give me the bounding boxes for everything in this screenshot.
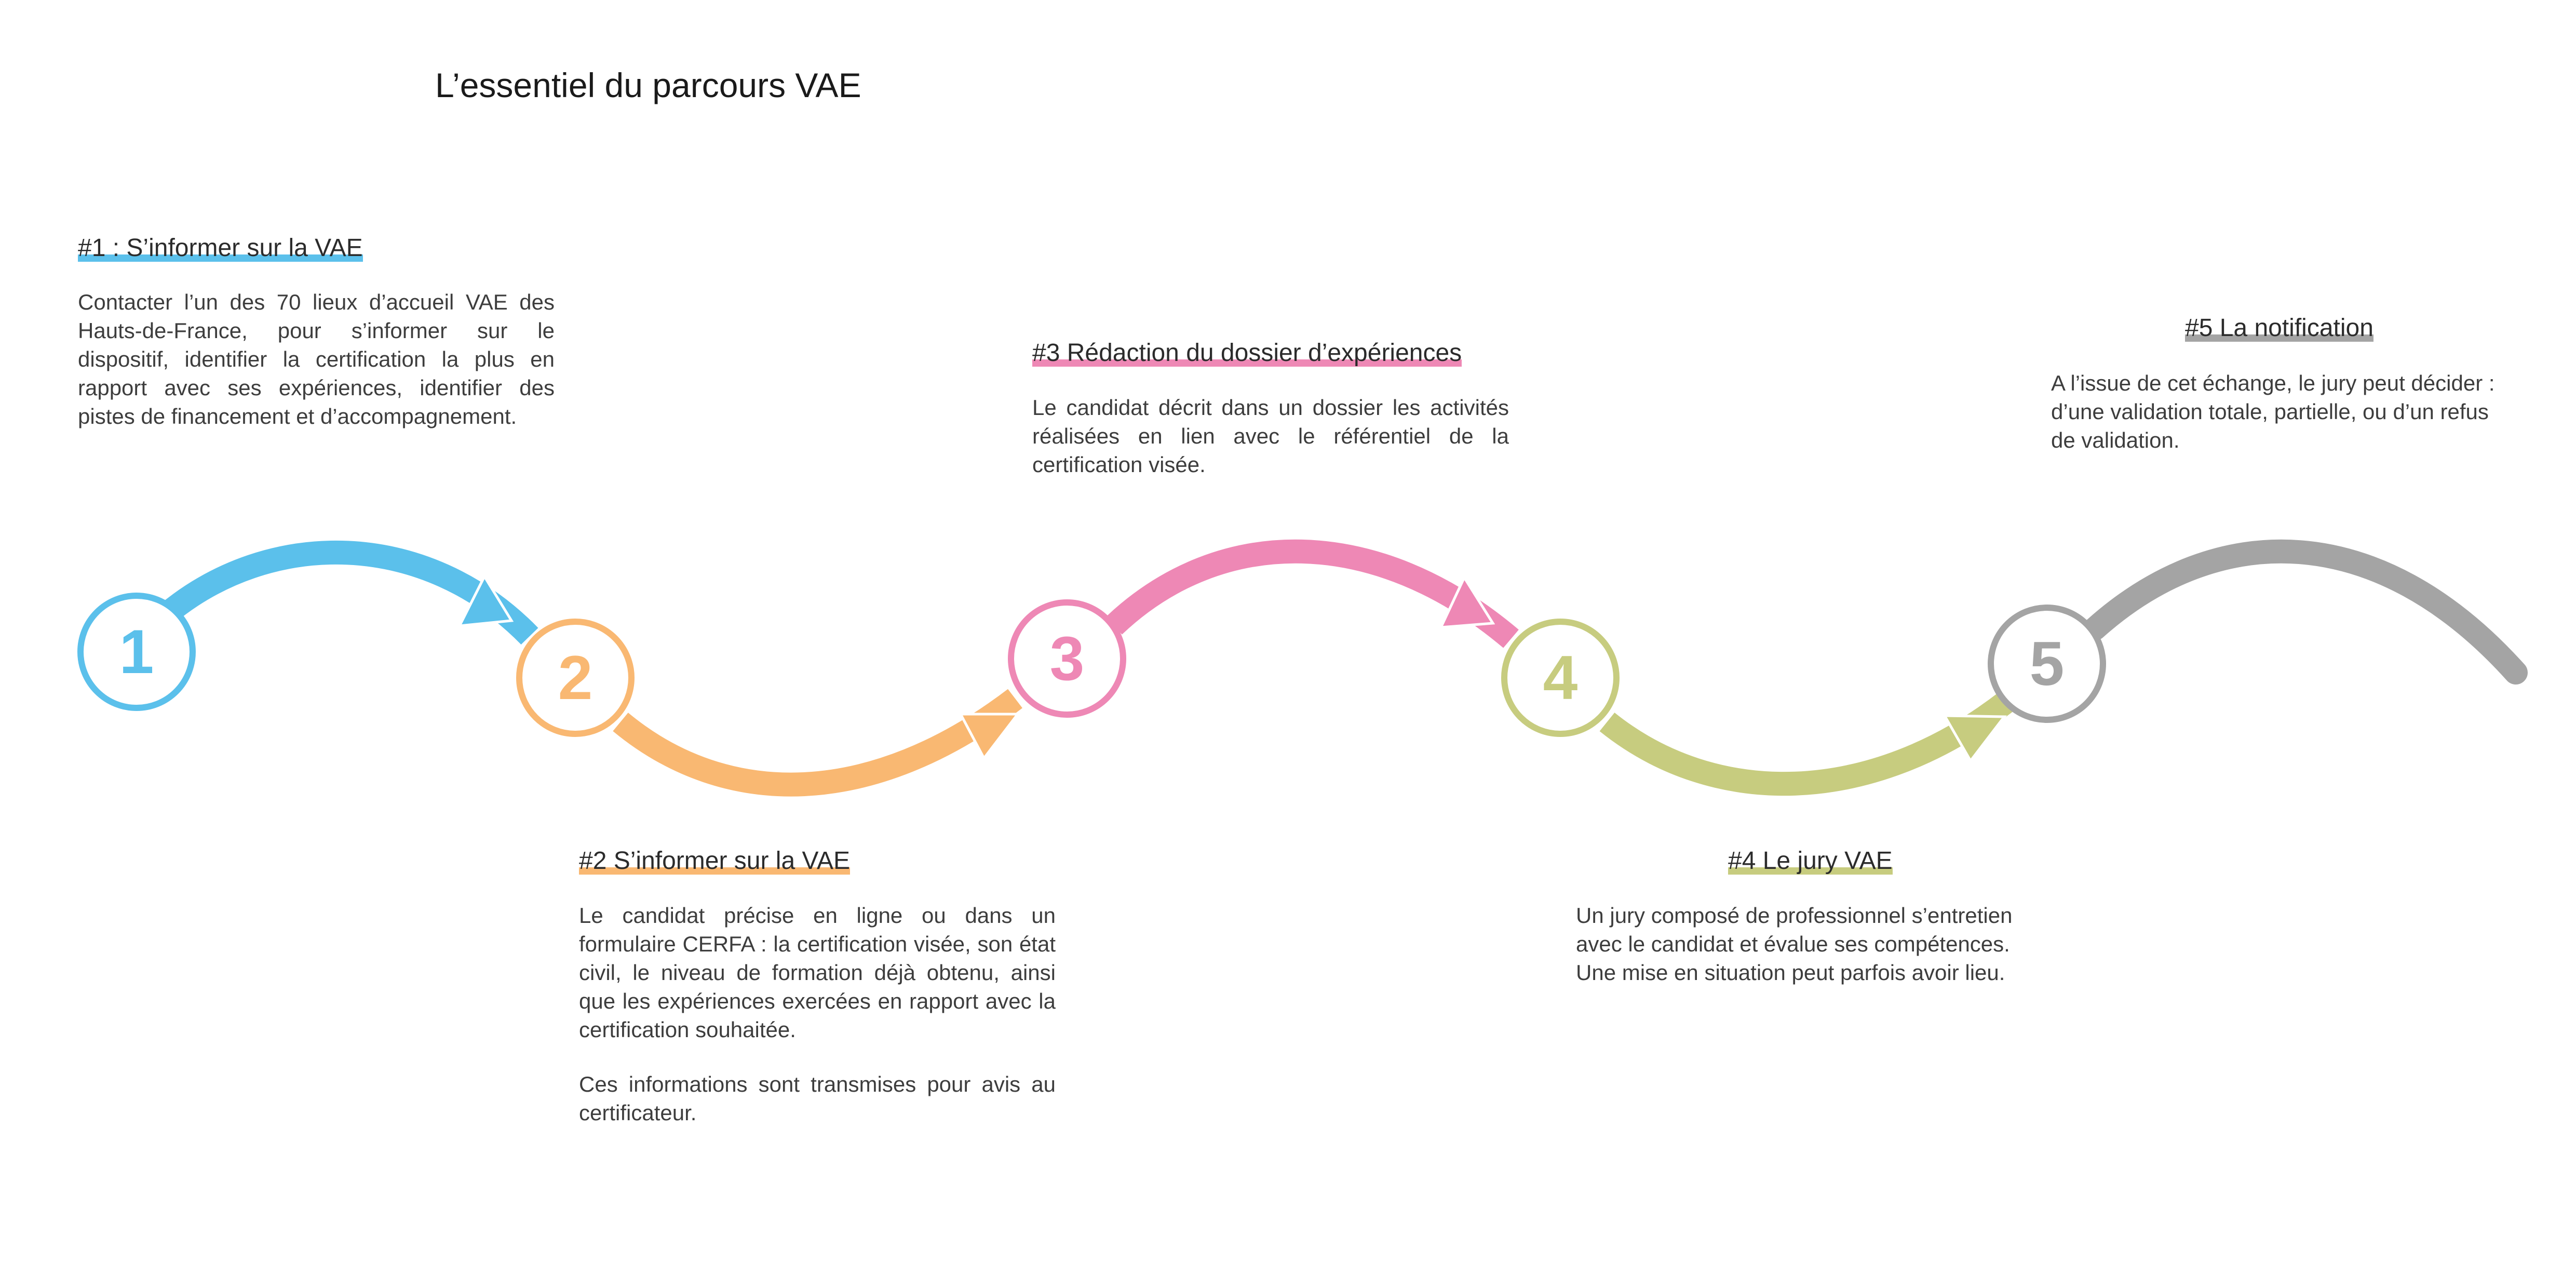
step-1-paragraph: Contacter l’un des 70 lieux d’accueil VAE des Hauts-de-France, pour s’informer sur le dispositif, identifier la certification la plus en rapport avec ses expériences, identifier des pistes de financement et d’accompagnement.	[78, 290, 555, 428]
step-number-3: 3	[1049, 624, 1085, 693]
step-4-title	[1728, 846, 1893, 877]
page-title: L’essentiel du parcours VAE	[435, 66, 861, 104]
step-4-description	[1576, 901, 2033, 987]
step-5-paragraph: A l’issue de cet échange, le jury peut décider : d’une validation totale, partielle, ou d’un refus de validation.	[2051, 371, 2495, 452]
final-arc-5	[2095, 552, 2516, 673]
step-2-description	[579, 901, 1056, 1127]
step-circle-3	[1011, 602, 1123, 715]
step-5-title	[2185, 313, 2373, 344]
step-3-title-text: #3 Rédaction du dossier d’expériences	[1032, 338, 1462, 369]
step-5-title-text: #5 La notification	[2185, 313, 2373, 344]
step-2-paragraph-2: Ces informations sont transmises pour avis au certificateur.	[579, 1072, 1056, 1125]
step-number-1: 1	[119, 617, 154, 687]
step-3-title	[1032, 338, 1462, 369]
step-circle-4	[1504, 622, 1616, 734]
step-4-paragraph: Un jury composé de professionnel s’entretien avec le candidat et évalue ses compétences. Une mise en situation peut parfois avoir lieu.	[1576, 903, 2013, 985]
step-2-paragraph-1: Le candidat précise en ligne ou dans un formulaire CERFA : la certification visée, son état civil, le niveau de formation déjà obtenu, ainsi que les expériences exercées en rapport avec la certification souhaitée.	[579, 903, 1056, 1042]
step-2-title	[579, 846, 850, 877]
step-4-title-text: #4 Le jury VAE	[1728, 846, 1893, 877]
step-1-title-text: #1 : S’informer sur la VAE	[78, 233, 363, 264]
step-number-5: 5	[2029, 629, 2065, 699]
step-5-description	[2051, 369, 2508, 454]
step-3-description	[1032, 393, 1509, 479]
step-circle-2	[519, 622, 631, 734]
step-3-paragraph: Le candidat décrit dans un dossier les activités réalisées en lien avec le référentiel de la certification visée.	[1032, 395, 1509, 477]
step-number-4: 4	[1543, 643, 1578, 713]
step-circle-5	[1991, 608, 2103, 720]
step-circle-1	[80, 596, 193, 708]
step-number-2: 2	[558, 643, 593, 713]
step-1-title	[78, 233, 363, 264]
connector-arc-4-5	[1607, 701, 2007, 784]
connector-arc-2-3	[621, 699, 1015, 785]
step-2-title-text: #2 S’informer sur la VAE	[579, 846, 850, 877]
step-1-description	[78, 288, 555, 431]
